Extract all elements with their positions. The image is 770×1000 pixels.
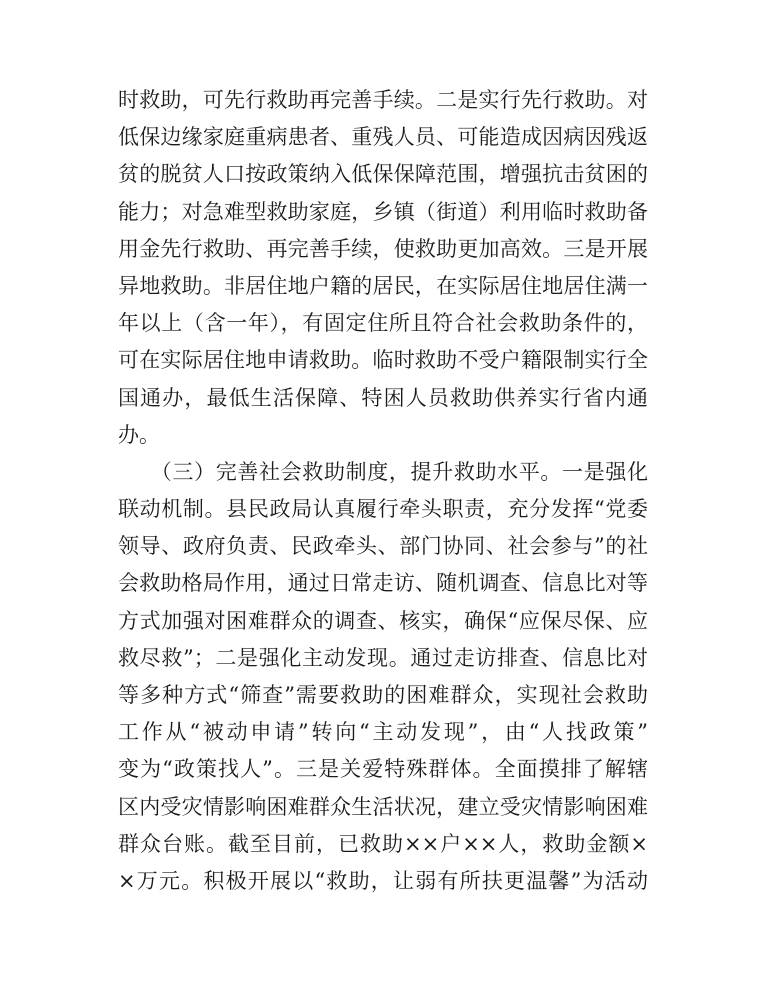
text-line: 领导、政府负责、民政牵头、部门协同、社会参与”的社	[118, 534, 648, 559]
text-line: 时救助，可先行救助再完善手续。二是实行先行救助。对	[118, 88, 648, 112]
paragraph-1	[118, 82, 648, 454]
paragraph-2	[118, 454, 648, 900]
text-line: 能力；对急难型救助家庭，乡镇（街道）利用临时救助备	[118, 199, 648, 224]
text-line: 等多种方式“筛查”需要救助的困难群众，实现社会救助	[118, 683, 648, 707]
text-line: 办。	[118, 422, 160, 447]
text-line: 工作从“被动申请”转向“主动发现”，由“人找政策”	[118, 720, 648, 745]
text-line: 方式加强对困难群众的调查、核实，确保“应保尽保、应	[118, 608, 648, 633]
text-line: 变为“政策找人”。三是关爱特殊群体。全面摸排了解辖	[118, 757, 648, 782]
text-line: 联动机制。县民政局认真履行牵头职责，充分发挥“党委	[118, 497, 648, 522]
text-line: 年以上（含一年），有固定住所且符合社会救助条件的，	[118, 311, 648, 336]
text-line: 救尽救”；二是强化主动发现。通过走访排查、信息比对	[118, 645, 648, 670]
text-line: 区内受灾情影响困难群众生活状况，建立受灾情影响困难	[118, 794, 648, 819]
text-line: （三）完善社会救助制度，提升救助水平。一是强化	[118, 459, 648, 484]
text-line: 会救助格局作用，通过日常走访、随机调查、信息比对等	[118, 571, 648, 596]
document-body	[118, 82, 648, 900]
text-line: 用金先行救助、再完善手续，使救助更加高效。三是开展	[118, 236, 648, 261]
text-line: 群众台账。截至目前，已救助××户××人，救助金额×	[118, 831, 648, 856]
text-line: 异地救助。非居住地户籍的居民，在实际居住地居住满一	[118, 273, 648, 298]
text-line: 国通办，最低生活保障、特困人员救助供养实行省内通	[118, 385, 648, 410]
text-line: 可在实际居住地申请救助。临时救助不受户籍限制实行全	[118, 348, 648, 373]
text-line: ×万元。积极开展以“救助，让弱有所扶更温馨”为活动	[118, 868, 648, 893]
text-line: 贫的脱贫人口按政策纳入低保保障范围，增强抗击贫困的	[118, 162, 648, 187]
text-line: 低保边缘家庭重病患者、重残人员、可能造成因病因残返	[118, 125, 648, 150]
